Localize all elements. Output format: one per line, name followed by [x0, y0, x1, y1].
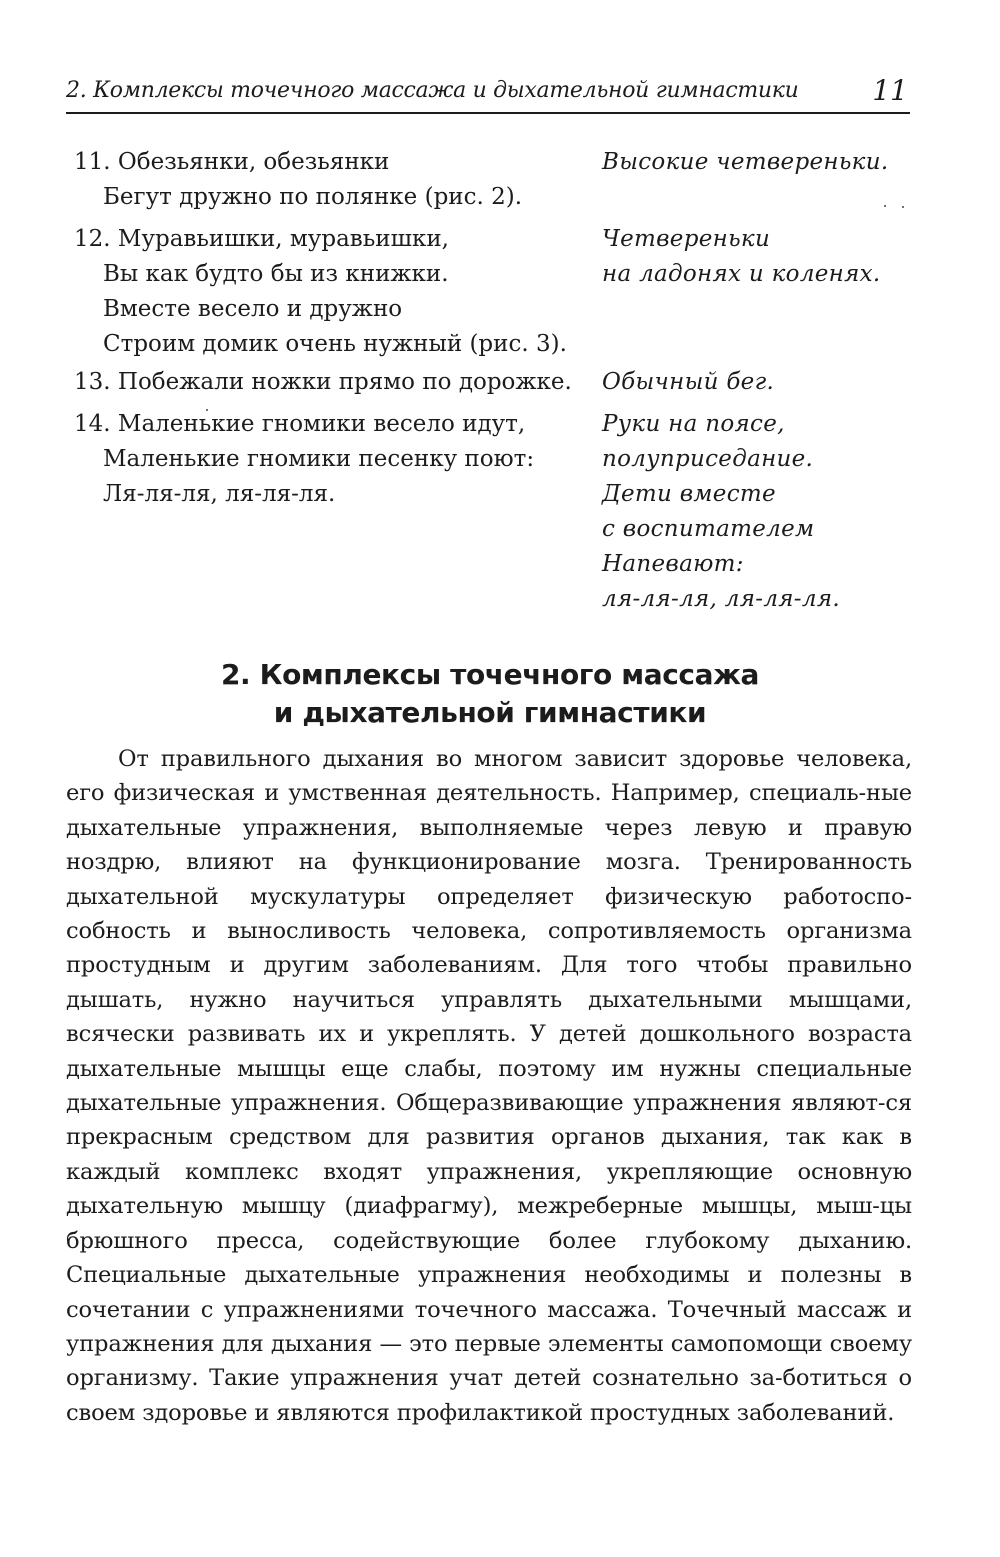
verse-line: Строим домик очень нужный (рис. 3).	[103, 331, 567, 357]
action-line: Дети вместе	[602, 481, 776, 507]
exercise-item	[74, 222, 910, 365]
exercise-item	[74, 365, 910, 407]
exercise-verse	[74, 407, 594, 512]
verse-line: Вы как будто бы из книжки.	[103, 261, 449, 287]
action-line: на ладонях и коленях.	[602, 261, 881, 287]
exercise-item	[74, 407, 910, 617]
exercise-action	[602, 145, 912, 180]
verse-line: Ля-ля-ля, ля-ля-ля.	[103, 481, 336, 507]
print-speck	[884, 205, 886, 207]
action-line: с воспитателем	[602, 516, 815, 542]
exercise-verse	[74, 222, 594, 362]
verse-line: Маленькие гномики песенку поют:	[103, 446, 535, 472]
action-line: Руки на поясе,	[602, 411, 785, 437]
page-number: 11	[872, 74, 908, 107]
section-paragraph: От правильного дыхания во многом зависит здоровье человека, его физическая и умственная деятельность. Например, специаль-ные дыхательные упражнения, выполняемые через левую и правую ноздрю, влияют на функционирование мозга. Тренированность дыхательной мускулатуры определяет физическую работоспо-собность и выносливость человека, сопротивляемость организма простудным и другим заболеваниям. Для того чтобы правильно дышать, нужно научиться управлять дыхательными мышцами, всячески развивать их и укреплять. У детей дошкольного возраста дыхательные мышцы еще слабы, поэтому им нужны специальные дыхательные упражнения. Общеразвивающие упражнения являют-ся прекрасным средством для развития органов дыхания, так как в каждый комплекс входят упражнения, укрепляющие основную дыхательную мышцу (диафрагму), межреберные мышцы, мыш-цы брюшного пресса, содействующие более глубокому дыханию. Специальные дыхательные упражнения необходимы и полезны в сочетании с упражнениями точечного массажа. Точечный массаж и упражнения для дыхания — это первые элементы самопомощи своему организму. Такие упражнения учат детей сознательно за-ботиться о своем здоровье и являются профилактикой простудных заболеваний.	[66, 746, 912, 1426]
section-title-line: 2. Комплексы точечного массажа	[220, 658, 760, 691]
action-line: полуприседание.	[602, 446, 814, 472]
verse-line: 13. Побежали ножки прямо по дорожке.	[74, 369, 572, 395]
verse-line: 14. Маленькие гномики весело идут,	[74, 411, 526, 437]
verse-line: Бегут дружно по полянке (рис. 2).	[103, 184, 523, 210]
running-header	[66, 76, 910, 114]
action-line: Напевают:	[602, 551, 744, 577]
exercise-action	[602, 365, 912, 400]
exercise-action	[602, 222, 912, 292]
exercise-item	[74, 145, 910, 222]
section-title-line: и дыхательной гимнастики	[273, 696, 707, 729]
print-speck	[206, 409, 208, 411]
action-line: ля-ля-ля, ля-ля-ля.	[602, 586, 840, 612]
exercise-verse	[74, 365, 594, 400]
action-line: Четвереньки	[602, 226, 771, 252]
action-line: Высокие четвереньки.	[602, 149, 889, 175]
verse-line: 11. Обезьянки, обезьянки	[74, 149, 390, 175]
exercise-list	[74, 145, 910, 617]
verse-line: 12. Муравьишки, муравьишки,	[74, 226, 449, 252]
exercise-verse	[74, 145, 594, 215]
section-title	[60, 656, 920, 732]
running-title: 2. Комплексы точечного массажа и дыхательной гимнастики	[66, 78, 799, 103]
verse-line: Вместе весело и дружно	[103, 296, 403, 322]
print-speck	[902, 206, 904, 208]
exercise-action	[602, 407, 912, 617]
action-line: Обычный бег.	[602, 369, 775, 395]
